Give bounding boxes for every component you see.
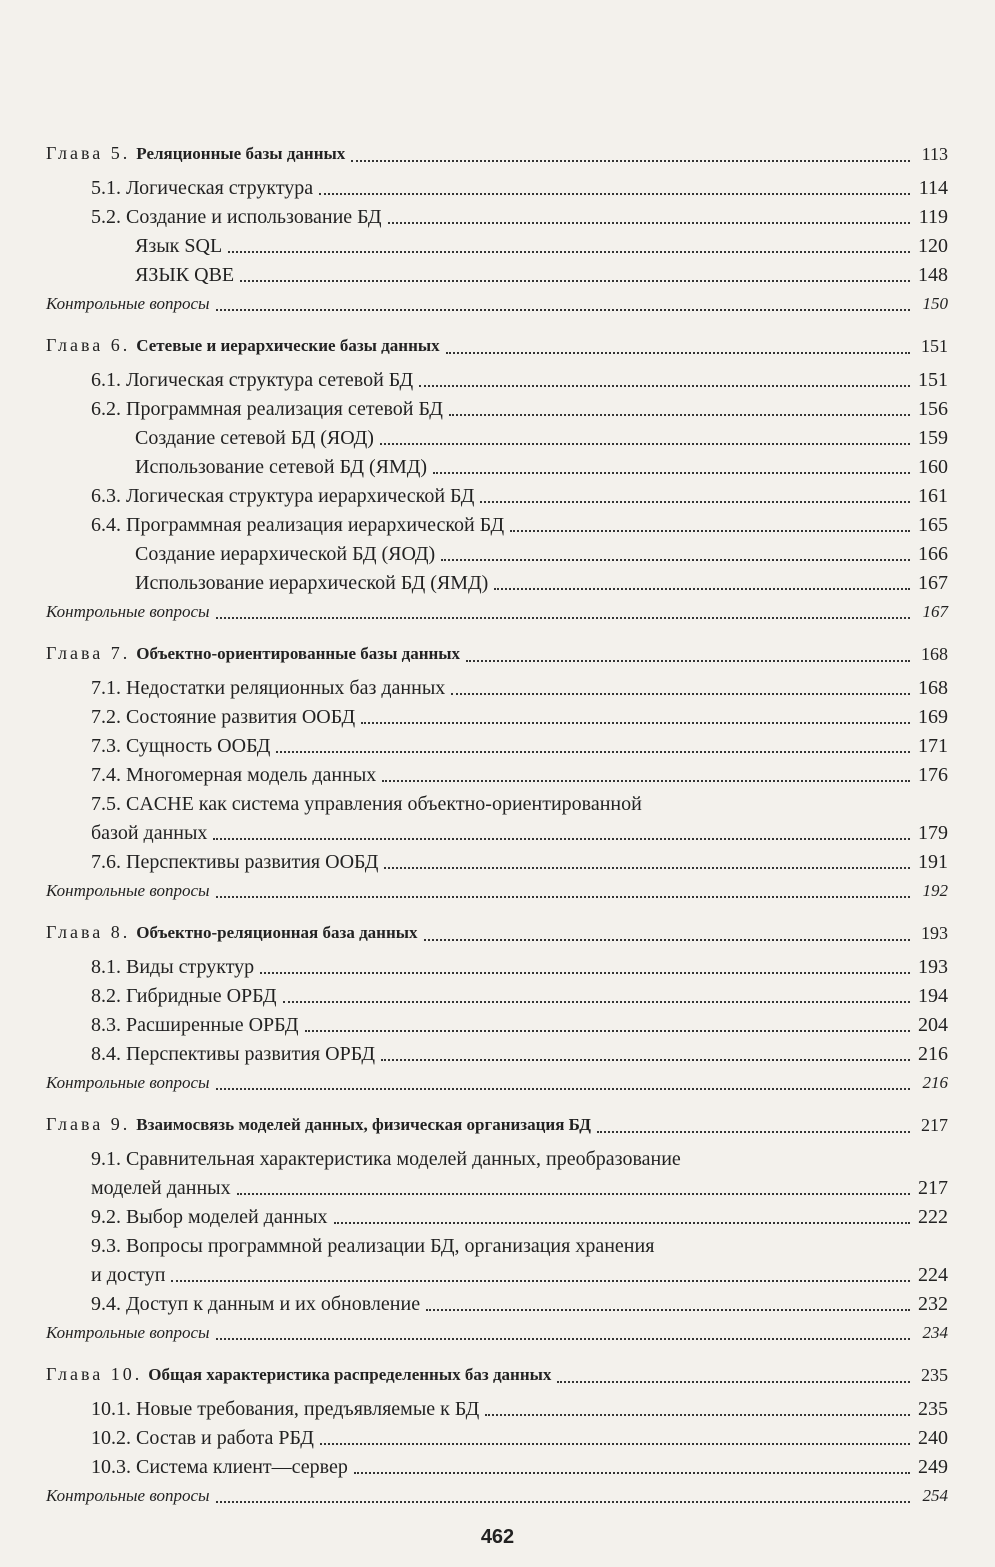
review-questions-entry: [46, 876, 948, 905]
dot-leader: [494, 588, 910, 590]
dot-leader: [380, 443, 910, 445]
chapter-heading: [46, 1359, 948, 1390]
page-ref: 179: [918, 822, 948, 844]
dot-leader: [276, 751, 910, 753]
section-number: 7.2.: [91, 706, 121, 728]
dot-leader: [216, 1501, 910, 1503]
dot-leader: [216, 617, 910, 619]
toc-chapter: [46, 917, 948, 1097]
dot-leader: [216, 1088, 910, 1090]
page-ref: 232: [918, 1293, 948, 1315]
section-number: 6.1.: [91, 369, 121, 391]
dot-leader: [382, 780, 910, 782]
dot-leader: [228, 251, 910, 253]
section-number: 7.3.: [91, 735, 121, 757]
page-ref: 114: [918, 177, 948, 199]
section-number: 10.1.: [91, 1398, 131, 1420]
page-ref: 222: [918, 1206, 948, 1228]
section-entry: [46, 847, 948, 876]
entry-title: Виды структур: [126, 956, 255, 978]
page-ref: 193: [921, 923, 948, 943]
section-entry: [46, 673, 948, 702]
section-number: 9.3.: [91, 1235, 121, 1257]
dot-leader: [213, 838, 910, 840]
page-ref: 161: [918, 485, 948, 507]
dot-leader: [240, 280, 910, 282]
entry-title: Язык SQL: [135, 235, 223, 257]
section-number: 5.1.: [91, 177, 121, 199]
entry-title: Недостатки реляционных баз данных: [126, 677, 446, 699]
page-ref: 171: [918, 735, 948, 757]
section-number: 6.4.: [91, 514, 121, 536]
entry-title: Использование сетевой БД (ЯМД): [135, 456, 428, 478]
chapter-prefix: Глава 10.: [46, 1364, 143, 1384]
page-ref: 166: [918, 543, 948, 565]
dot-leader: [216, 1338, 910, 1340]
chapter-prefix: Глава 8.: [46, 922, 131, 942]
chapter-title: Сетевые и иерархические базы данных: [136, 336, 440, 355]
chapter-title: Взаимосвязь моделей данных, физическая организация БД: [136, 1115, 591, 1134]
dot-leader: [384, 867, 910, 869]
dot-leader: [510, 530, 910, 532]
subsection-entry: [46, 231, 948, 260]
entry-title: Сравнительная характеристика моделей данных, преобразование: [126, 1148, 681, 1170]
chapter-heading: [46, 138, 948, 169]
page-ref: 160: [918, 456, 948, 478]
section-entry: [46, 1394, 948, 1423]
toc-chapter: [46, 638, 948, 905]
section-entry: [46, 1423, 948, 1452]
section-entry: [46, 173, 948, 202]
page-ref: 151: [918, 369, 948, 391]
dot-leader: [381, 1059, 910, 1061]
dot-leader: [557, 1381, 910, 1383]
entry-title: Создание иерархической БД (ЯОД): [135, 543, 436, 565]
dot-leader: [216, 309, 910, 311]
chapter-heading: [46, 638, 948, 669]
review-questions-entry: [46, 1318, 948, 1347]
dot-leader: [351, 160, 910, 162]
entry-title-continued: и доступ: [91, 1264, 166, 1286]
page-ref: 168: [921, 644, 948, 664]
dot-leader: [388, 222, 910, 224]
page-ref: 159: [918, 427, 948, 449]
entry-title: Состояние развития ООБД: [126, 706, 356, 728]
chapter-heading: [46, 1109, 948, 1140]
entry-title: Гибридные ОРБД: [126, 985, 277, 1007]
entry-title: Перспективы развития ООБД: [126, 851, 379, 873]
page-ref: 165: [918, 514, 948, 536]
dot-leader: [354, 1472, 910, 1474]
page-ref: 216: [918, 1043, 948, 1065]
entry-title: Новые требования, предъявляемые к БД: [136, 1398, 480, 1420]
entry-title: Контрольные вопросы: [46, 1323, 210, 1342]
dot-leader: [216, 896, 910, 898]
section-number: 9.4.: [91, 1293, 121, 1315]
dot-leader: [334, 1222, 910, 1224]
review-questions-entry: [46, 1481, 948, 1510]
dot-leader: [361, 722, 910, 724]
dot-leader: [451, 693, 910, 695]
section-number: 5.2.: [91, 206, 121, 228]
entry-title: Логическая структура: [126, 177, 314, 199]
toc-chapter: [46, 138, 948, 318]
section-number: 7.1.: [91, 677, 121, 699]
chapter-prefix: Глава 6.: [46, 335, 131, 355]
entry-title: Вопросы программной реализации БД, организация хранения: [126, 1235, 655, 1257]
toc-chapter: [46, 330, 948, 626]
page-ref: 204: [918, 1014, 948, 1036]
toc-chapter: [46, 1359, 948, 1510]
entry-title: Логическая структура сетевой БД: [126, 369, 414, 391]
entry-title: Контрольные вопросы: [46, 1486, 210, 1505]
subsection-entry: [46, 452, 948, 481]
page-ref: 150: [922, 294, 948, 313]
section-entry: [46, 1452, 948, 1481]
page-ref: 191: [918, 851, 948, 873]
page-ref: 176: [918, 764, 948, 786]
section-entry: [46, 1289, 948, 1318]
chapter-title: Реляционные базы данных: [136, 144, 346, 163]
entry-title: Контрольные вопросы: [46, 1073, 210, 1092]
page-ref: 119: [918, 206, 948, 228]
dot-leader: [424, 939, 910, 941]
page-ref: 151: [921, 336, 948, 356]
entry-title-continued: моделей данных: [91, 1177, 231, 1199]
chapter-prefix: Глава 5.: [46, 143, 131, 163]
page-ref: 249: [918, 1456, 948, 1478]
dot-leader: [419, 385, 910, 387]
section-entry: [46, 760, 948, 789]
section-number: 8.3.: [91, 1014, 121, 1036]
subsection-entry: [46, 568, 948, 597]
entry-title: ЯЗЫК QBE: [135, 264, 235, 286]
dot-leader: [283, 1001, 910, 1003]
entry-title: Контрольные вопросы: [46, 294, 210, 313]
dot-leader: [446, 352, 910, 354]
dot-leader: [305, 1030, 910, 1032]
page-ref: 254: [922, 1486, 948, 1505]
chapter-prefix: Глава 7.: [46, 643, 131, 663]
entry-title: Доступ к данным и их обновление: [126, 1293, 421, 1315]
page-ref: 217: [918, 1177, 948, 1199]
page-number: 462: [480, 1526, 515, 1548]
entry-title: Программная реализация иерархической БД: [126, 514, 505, 536]
dot-leader: [237, 1193, 910, 1195]
chapter-prefix: Глава 9.: [46, 1114, 131, 1134]
chapter-title: Объектно-ориентированные базы данных: [136, 644, 461, 663]
dot-leader: [320, 1443, 910, 1445]
chapter-title: Объектно-реляционная база данных: [136, 923, 418, 942]
page-ref: 148: [918, 264, 948, 286]
review-questions-entry: [46, 289, 948, 318]
entry-title: Использование иерархической БД (ЯМД): [135, 572, 489, 594]
page-ref: 224: [918, 1264, 948, 1286]
entry-title: CACHE как система управления объектно-ориентированной: [126, 793, 642, 815]
section-entry: [46, 1231, 948, 1260]
chapter-heading: [46, 917, 948, 948]
section-number: 10.2.: [91, 1427, 131, 1449]
page-ref: 235: [921, 1365, 948, 1385]
entry-title: Многомерная модель данных: [126, 764, 377, 786]
section-entry: [46, 481, 948, 510]
section-number: 7.4.: [91, 764, 121, 786]
section-number: 8.1.: [91, 956, 121, 978]
dot-leader: [319, 193, 910, 195]
section-number: 9.1.: [91, 1148, 121, 1170]
review-questions-entry: [46, 597, 948, 626]
entry-continuation: [46, 818, 948, 847]
entry-title: Создание и использование БД: [126, 206, 382, 228]
section-entry: [46, 1010, 948, 1039]
dot-leader: [433, 472, 910, 474]
section-number: 8.2.: [91, 985, 121, 1007]
section-entry: [46, 1202, 948, 1231]
dot-leader: [260, 972, 910, 974]
dot-leader: [171, 1280, 910, 1282]
page-ref: 217: [921, 1115, 948, 1135]
page-ref: 240: [918, 1427, 948, 1449]
section-number: 10.3.: [91, 1456, 131, 1478]
entry-continuation: [46, 1173, 948, 1202]
entry-title: Выбор моделей данных: [126, 1206, 328, 1228]
section-number: 7.6.: [91, 851, 121, 873]
section-entry: [46, 731, 948, 760]
dot-leader: [426, 1309, 910, 1311]
section-entry: [46, 702, 948, 731]
page-ref: 234: [922, 1323, 948, 1342]
dot-leader: [466, 660, 910, 662]
dot-leader: [597, 1131, 910, 1133]
section-entry: [46, 981, 948, 1010]
page-ref: 192: [922, 881, 948, 900]
dot-leader: [480, 501, 910, 503]
chapter-title: Общая характеристика распределенных баз данных: [148, 1365, 552, 1384]
page-ref: 193: [918, 956, 948, 978]
chapter-heading: [46, 330, 948, 361]
entry-title: Логическая структура иерархической БД: [126, 485, 475, 507]
page-ref: 167: [922, 602, 948, 621]
subsection-entry: [46, 423, 948, 452]
section-entry: [46, 952, 948, 981]
entry-title: Программная реализация сетевой БД: [126, 398, 443, 420]
entry-title: Система клиент—сервер: [136, 1456, 348, 1478]
dot-leader: [441, 559, 910, 561]
section-entry: [46, 789, 948, 818]
page-ref: 216: [922, 1073, 948, 1092]
entry-title-continued: базой данных: [91, 822, 208, 844]
section-number: 9.2.: [91, 1206, 121, 1228]
table-of-contents: [46, 138, 948, 1522]
dot-leader: [485, 1414, 910, 1416]
entry-title: Сущность ООБД: [126, 735, 271, 757]
dot-leader: [449, 414, 910, 416]
entry-continuation: [46, 1260, 948, 1289]
entry-title: Контрольные вопросы: [46, 602, 210, 621]
section-number: 8.4.: [91, 1043, 121, 1065]
entry-title: Состав и работа РБД: [136, 1427, 314, 1449]
section-number: 7.5.: [91, 793, 121, 815]
page-ref: 168: [918, 677, 948, 699]
entry-title: Расширенные ОРБД: [126, 1014, 299, 1036]
page-ref: 113: [921, 144, 948, 164]
section-number: 6.3.: [91, 485, 121, 507]
section-entry: [46, 365, 948, 394]
entry-title: Перспективы развития ОРБД: [126, 1043, 376, 1065]
review-questions-entry: [46, 1068, 948, 1097]
page-ref: 120: [918, 235, 948, 257]
section-number: 6.2.: [91, 398, 121, 420]
subsection-entry: [46, 539, 948, 568]
page-ref: 156: [918, 398, 948, 420]
section-entry: [46, 1039, 948, 1068]
page-ref: 167: [918, 572, 948, 594]
section-entry: [46, 394, 948, 423]
section-entry: [46, 1144, 948, 1173]
page-ref: 235: [918, 1398, 948, 1420]
section-entry: [46, 202, 948, 231]
page-ref: 169: [918, 706, 948, 728]
section-entry: [46, 510, 948, 539]
subsection-entry: [46, 260, 948, 289]
page-ref: 194: [918, 985, 948, 1007]
toc-chapter: [46, 1109, 948, 1347]
entry-title: Создание сетевой БД (ЯОД): [135, 427, 374, 449]
entry-title: Контрольные вопросы: [46, 881, 210, 900]
